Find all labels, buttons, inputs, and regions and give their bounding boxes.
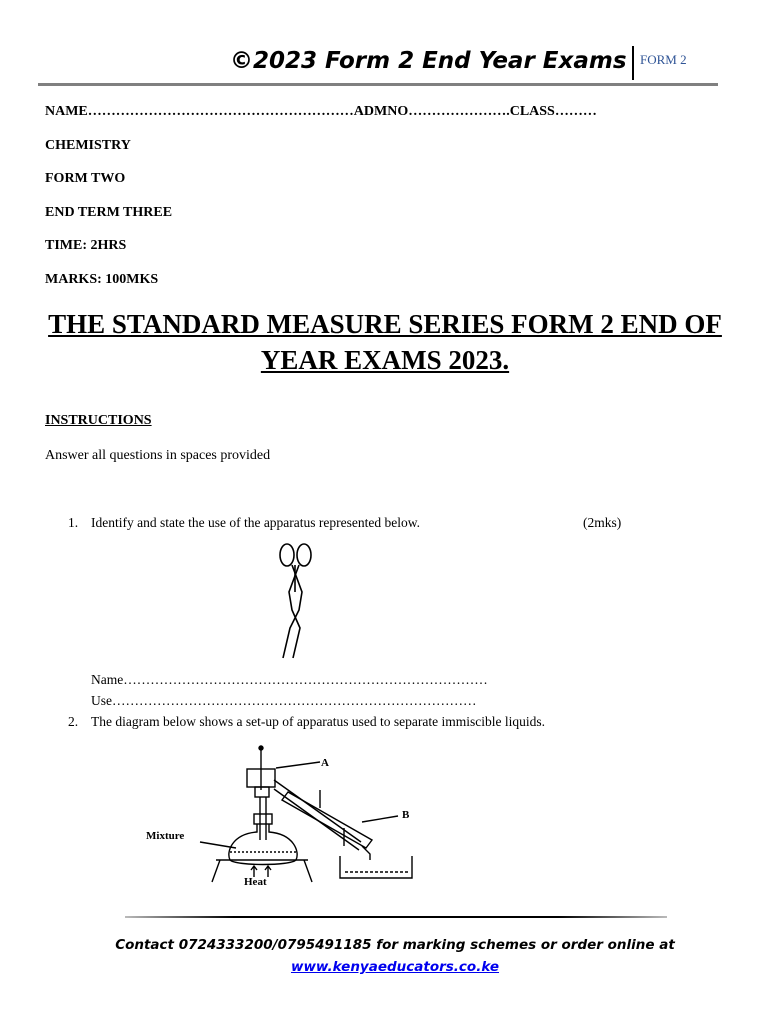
footer-rule: [125, 916, 667, 918]
question-2-number: 2.: [68, 714, 79, 729]
exam-subject: CHEMISTRY: [45, 138, 131, 153]
exam-marks: MARKS: 100MKS: [45, 272, 159, 287]
tongs-illustration: [272, 540, 322, 662]
footer-contact: Contact 0724333200/0795491185 for marking schemes or order online at: [115, 937, 675, 953]
question-1-marks: (2mks): [583, 515, 622, 530]
diagram-label-mixture: Mixture: [146, 830, 185, 842]
header-separator: [632, 46, 634, 80]
diagram-label-a: A: [321, 757, 329, 769]
instructions-text: Answer all questions in spaces provided: [45, 448, 271, 463]
instructions-heading: INSTRUCTIONS: [45, 413, 152, 428]
header-form-tag: FORM 2: [640, 52, 687, 67]
exam-form: FORM TWO: [45, 171, 126, 186]
question-1-answer-use: Use………………………………………………………………………: [91, 693, 477, 708]
distillation-apparatus-diagram: [140, 742, 430, 886]
header-title: ©2023 Form 2 End Year Exams: [230, 48, 627, 74]
footer-website-link[interactable]: www.kenyaeducators.co.ke: [290, 959, 499, 975]
student-fields: NAME…………………………………………………ADMNO………………….CLASS………: [45, 104, 597, 119]
main-title: THE STANDARD MEASURE SERIES FORM 2 END OF YEAR EXAMS 2023.: [48, 309, 722, 375]
question-1-answer-name: Name………………………………………………………………………: [91, 672, 488, 687]
exam-time: TIME: 2HRS: [45, 238, 127, 253]
diagram-label-b: B: [402, 809, 410, 821]
question-2-text: The diagram below shows a set-up of apparatus used to separate immiscible liquids.: [91, 714, 546, 729]
diagram-label-heat: Heat: [244, 876, 267, 886]
exam-term: END TERM THREE: [45, 205, 173, 220]
header-rule: [38, 83, 718, 86]
question-1-number: 1.: [68, 515, 79, 530]
question-1-text: Identify and state the use of the apparatus represented below.: [91, 515, 420, 530]
